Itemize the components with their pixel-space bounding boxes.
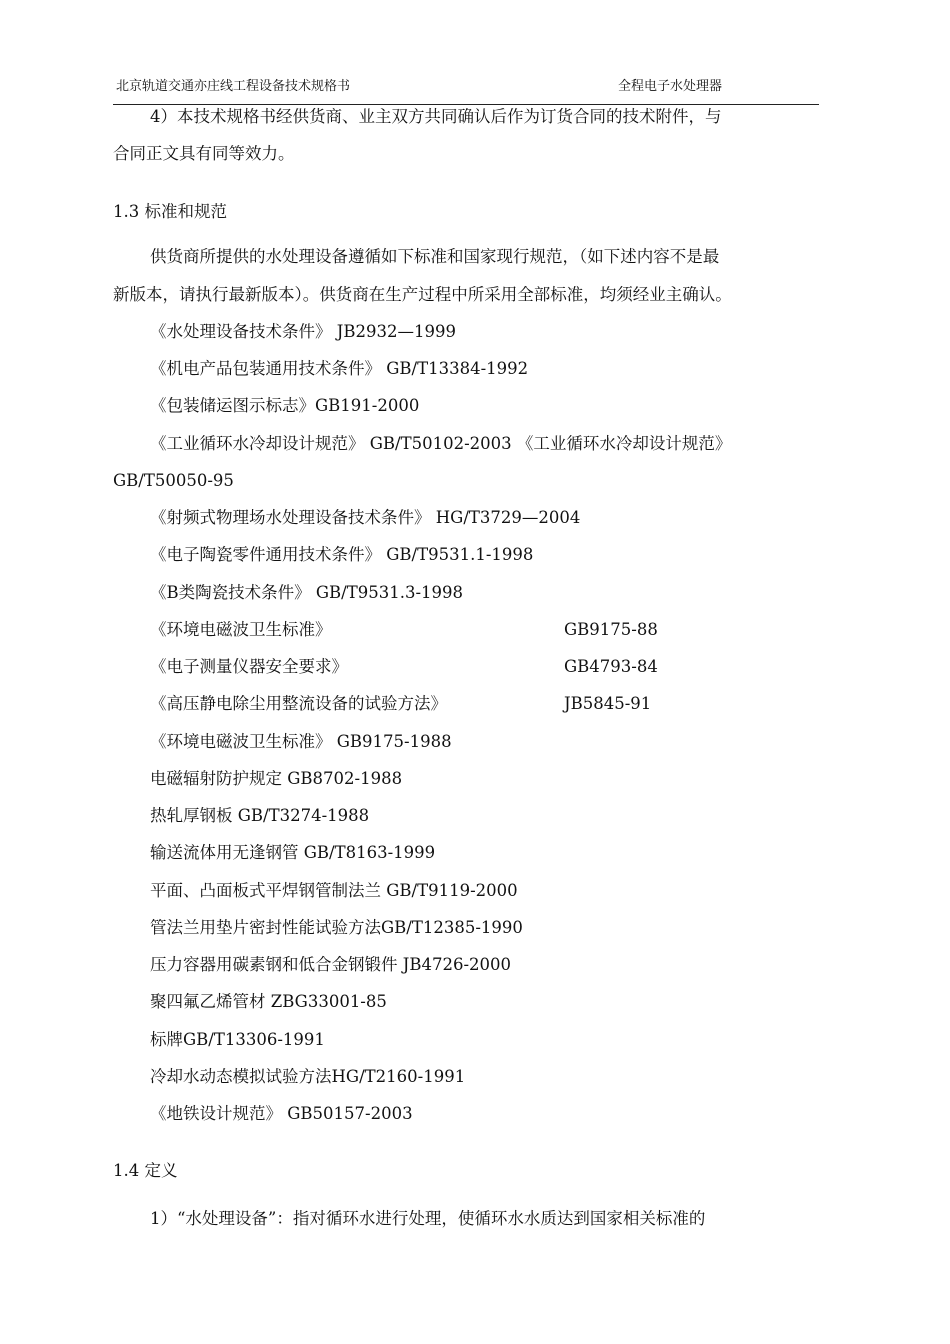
standards-intro-line2: 新版本，请执行最新版本）。供货商在生产过程中所采用全部标准，均须经业主确认。 — [113, 285, 732, 304]
standard-item: 《环境电磁波卫生标准》 GB9175-1988 — [150, 732, 452, 751]
standard-item: 平面、凸面板式平焊钢管制法兰 GB/T9119-2000 — [150, 881, 518, 900]
standard-item: 压力容器用碳素钢和低合金钢锻件 JB4726-2000 — [150, 955, 512, 974]
standards-intro-line1: 供货商所提供的水处理设备遵循如下标准和国家现行规范，（如下述内容不是最 — [150, 247, 720, 266]
standard-item: 电磁辐射防护规定 GB8702-1988 — [150, 769, 403, 788]
section-heading-1-3: 1.3 标准和规范 — [113, 202, 227, 221]
standard-item: 《电子陶瓷零件通用技术条件》 GB/T9531.1-1998 — [150, 545, 534, 564]
standard-code: GB9175-88 — [564, 620, 658, 639]
standard-code: GB4793-84 — [564, 657, 658, 676]
intro-item4-line1: 4）本技术规格书经供货商、业主双方共同确认后作为订货合同的技术附件，与 — [150, 107, 722, 126]
standard-item: GB/T50050-95 — [113, 471, 234, 490]
standard-item: 《地铁设计规范》 GB50157-2003 — [150, 1104, 413, 1123]
header-divider — [113, 104, 819, 105]
header-document-title: 全程电子水处理器 — [618, 79, 723, 94]
section-heading-1-4: 1.4 定义 — [113, 1161, 178, 1180]
standard-item: 管法兰用垫片密封性能试验方法GB/T12385-1990 — [150, 918, 523, 937]
standard-code: JB5845-91 — [564, 694, 652, 713]
standard-item: 《包装储运图示标志》GB191-2000 — [150, 396, 420, 415]
standard-item: 《工业循环水冷却设计规范》 GB/T50102-2003 《工业循环水冷却设计规范》 — [150, 434, 732, 453]
standard-item: 标牌GB/T13306-1991 — [150, 1030, 325, 1049]
standard-item: 《B类陶瓷技术条件》 GB/T9531.3-1998 — [150, 583, 464, 602]
standard-item: 热轧厚钢板 GB/T3274-1988 — [150, 806, 370, 825]
standard-item: 《机电产品包装通用技术条件》 GB/T13384-1992 — [150, 359, 529, 378]
intro-item4-line2: 合同正文具有同等效力。 — [113, 144, 295, 163]
standard-item: 《水处理设备技术条件》 JB2932—1999 — [150, 322, 456, 341]
standard-item: 输送流体用无逢钢管 GB/T8163-1999 — [150, 843, 436, 862]
standard-item: 《环境电磁波卫生标准》 — [150, 620, 332, 639]
standard-item: 《高压静电除尘用整流设备的试验方法》 — [150, 694, 447, 713]
standard-item: 《电子测量仪器安全要求》 — [150, 657, 348, 676]
standard-item: 《射频式物理场水处理设备技术条件》 HG/T3729—2004 — [150, 508, 581, 527]
definition-item1-line1: 1）“水处理设备”：指对循环水进行处理，使循环水水质达到国家相关标准的 — [150, 1209, 706, 1228]
header-project-title: 北京轨道交通亦庄线工程设备技术规格书 — [116, 79, 351, 94]
standard-item: 冷却水动态模拟试验方法HG/T2160-1991 — [150, 1067, 466, 1086]
standard-item: 聚四氟乙烯管材 ZBG33001-85 — [150, 992, 387, 1011]
